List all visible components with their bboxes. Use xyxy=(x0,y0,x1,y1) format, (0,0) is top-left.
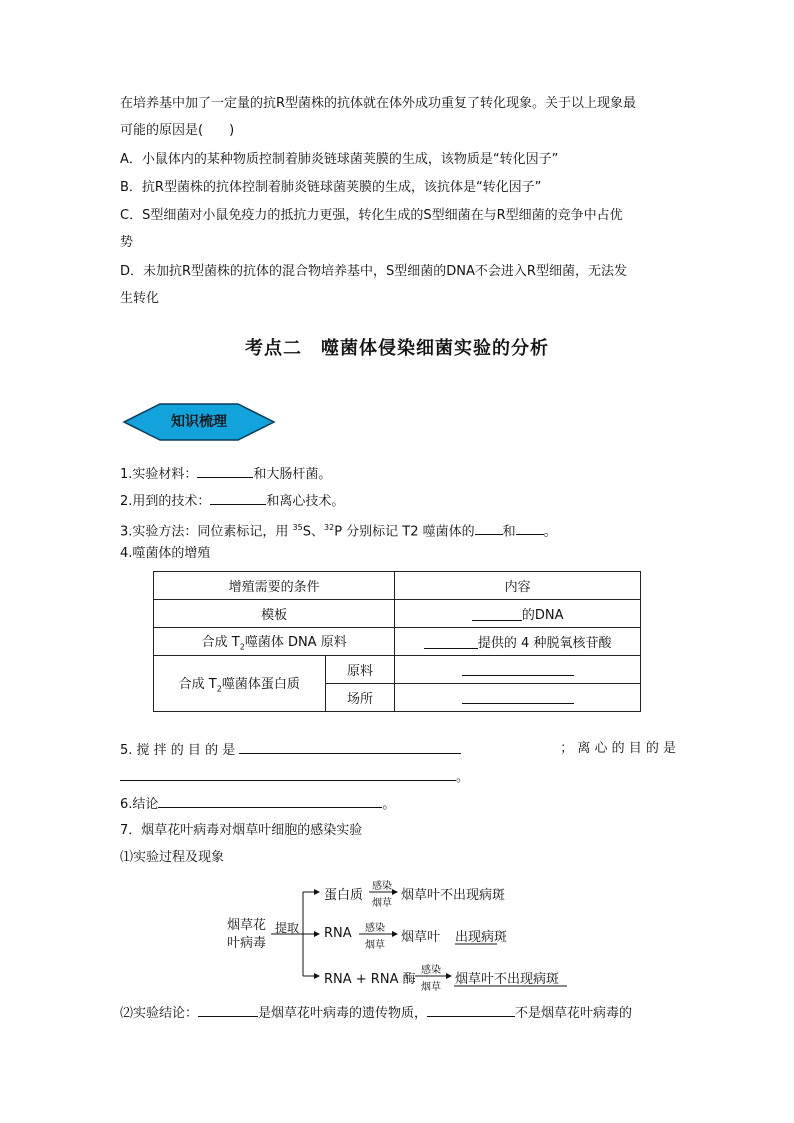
item-4: 4.噬菌体的增殖 xyxy=(120,546,211,561)
protein-a: 合成 T xyxy=(178,677,217,693)
dna-material-b: 噬菌体 DNA 原料 xyxy=(244,635,347,651)
section-title: 考点二 噬菌体侵染细菌实验的分析 xyxy=(245,338,549,359)
dna-material-sub: 2 xyxy=(239,642,245,652)
table-header-condition: 增殖需要的条件 xyxy=(154,572,395,600)
table-cell-site: 场所 xyxy=(325,684,395,712)
dna-material-a: 合成 T xyxy=(201,635,240,651)
table-cell-template-content xyxy=(395,600,641,628)
branch-rna: RNA xyxy=(324,926,352,941)
item-2 xyxy=(120,490,676,512)
blank-material[interactable] xyxy=(197,463,253,478)
table-cell-site-content xyxy=(395,684,641,712)
branch-rna-rnase: RNA + RNA 酶 xyxy=(324,972,416,987)
source-line-2: 叶病毒 xyxy=(227,936,267,951)
item-3 xyxy=(120,518,676,542)
item-5-stir-label: 5. 搅 拌 的 目 的 是 xyxy=(120,743,236,758)
infect-label-2: 感染 xyxy=(365,923,385,934)
infect-label-1: 感染 xyxy=(372,881,392,892)
blank-site[interactable] xyxy=(462,689,574,704)
isotope-s: 35 xyxy=(292,523,303,532)
result-rna-rnase: 烟草叶不出现病斑 xyxy=(455,972,560,987)
source-line-1: 烟草花 xyxy=(227,918,267,933)
blank-dna-provider[interactable] xyxy=(424,634,478,649)
result-rna-b: 出现病斑 xyxy=(455,930,508,945)
blank-label-2[interactable] xyxy=(516,520,544,535)
blank-template[interactable] xyxy=(472,606,522,621)
proliferation-table xyxy=(153,571,641,712)
item-7: 7．烟草花叶病毒对烟草叶细胞的感染实验 xyxy=(120,823,363,838)
table-cell-protein xyxy=(154,656,326,712)
item-5-end: 。 xyxy=(456,770,470,785)
blank-genetic-material[interactable] xyxy=(198,1002,258,1017)
table-header-content: 内容 xyxy=(395,572,641,600)
option-a: A．小鼠体内的某种物质控制着肺炎链球菌荚膜的生成，该物质是“转化因子” xyxy=(120,152,559,167)
question-line-1: 在培养基中加了一定量的抗R型菌株的抗体就在体外成功重复了转化现象。关于以上现象最 xyxy=(120,96,637,111)
blank-stir-purpose[interactable] xyxy=(239,739,461,754)
item-3-end: 。 xyxy=(543,524,557,540)
table-cell-template: 模板 xyxy=(154,600,395,628)
item-7-conclusion xyxy=(120,1002,676,1024)
item-1 xyxy=(120,463,676,485)
item-1-tail: 和大肠杆菌。 xyxy=(253,467,332,482)
item-5-cont xyxy=(120,766,676,788)
knowledge-badge xyxy=(122,402,276,442)
tobacco-label-1: 烟草 xyxy=(372,898,392,909)
badge-label: 知识梳理 xyxy=(171,414,227,430)
blank-centrifuge-purpose[interactable] xyxy=(120,766,456,781)
tobacco-label-3: 烟草 xyxy=(421,982,441,993)
infect-label-3: 感染 xyxy=(421,965,441,976)
template-dna-label: 的DNA xyxy=(521,608,564,623)
protein-b: 噬菌体蛋白质 xyxy=(221,677,300,693)
tobacco-label-2: 烟草 xyxy=(365,940,385,951)
result-rna-a: 烟草叶 xyxy=(401,930,441,945)
option-d: D．未加抗R型菌株的抗体的混合物培养基中，S型细菌的DNA不会进入R型细菌，无法发 xyxy=(120,264,627,279)
option-d-cont: 生转化 xyxy=(120,291,160,306)
deoxynucleotide-label: 提供的 4 种脱氧核苷酸 xyxy=(477,636,612,651)
blank-raw-material[interactable] xyxy=(462,661,574,676)
extract-label: 提取 xyxy=(275,921,300,935)
option-c-cont: 势 xyxy=(120,235,134,250)
item-6-label: 6.结论 xyxy=(120,797,159,812)
branch-protein: 蛋白质 xyxy=(324,888,364,903)
item-5-centrifuge-label: ； 离 心 的 目 的 是 xyxy=(560,741,676,756)
item-1-label: 1.实验材料： xyxy=(120,467,198,482)
table-cell-raw-material: 原料 xyxy=(325,656,395,684)
item-3-mid3: 和 xyxy=(502,524,516,540)
item-6-end: 。 xyxy=(382,797,396,812)
item-5 xyxy=(120,739,676,761)
item-2-label: 2.用到的技术： xyxy=(120,494,211,509)
blank-conclusion[interactable] xyxy=(158,793,382,808)
item-3-mid2: P 分别标记 T2 噬菌体的 xyxy=(334,524,475,540)
result-protein: 烟草叶不出现病斑 xyxy=(401,888,506,903)
conclusion-mid: 是烟草花叶病毒的遗传物质， xyxy=(258,1006,428,1021)
item-2-tail: 和离心技术。 xyxy=(266,494,345,509)
protein-sub: 2 xyxy=(216,684,222,694)
conclusion-tail: 不是烟草花叶病毒的 xyxy=(515,1006,633,1021)
tmv-infection-diagram xyxy=(225,872,625,992)
option-c: C．S型细菌对小鼠免疫力的抵抗力更强，转化生成的S型细菌在与R型细菌的竞争中占优 xyxy=(120,208,623,223)
blank-technique[interactable] xyxy=(210,490,266,505)
item-3-mid1: S、 xyxy=(302,524,324,540)
item-6 xyxy=(120,793,676,815)
blank-label-1[interactable] xyxy=(475,520,503,535)
item-7-sub-1: ⑴实验过程及现象 xyxy=(120,850,225,865)
blank-not-genetic-material[interactable] xyxy=(427,1002,515,1017)
conclusion-label: ⑵实验结论： xyxy=(120,1006,199,1021)
option-b: B．抗R型菌株的抗体控制着肺炎链球菌荚膜的生成，该抗体是“转化因子” xyxy=(120,180,542,195)
table-cell-dna-material xyxy=(154,628,395,656)
question-line-2: 可能的原因是( ) xyxy=(120,123,235,138)
table-cell-dna-material-content xyxy=(395,628,641,656)
item-3-label: 3.实验方法：同位素标记，用 xyxy=(120,524,289,540)
table-cell-raw-material-content xyxy=(395,656,641,684)
isotope-p: 32 xyxy=(324,523,335,532)
